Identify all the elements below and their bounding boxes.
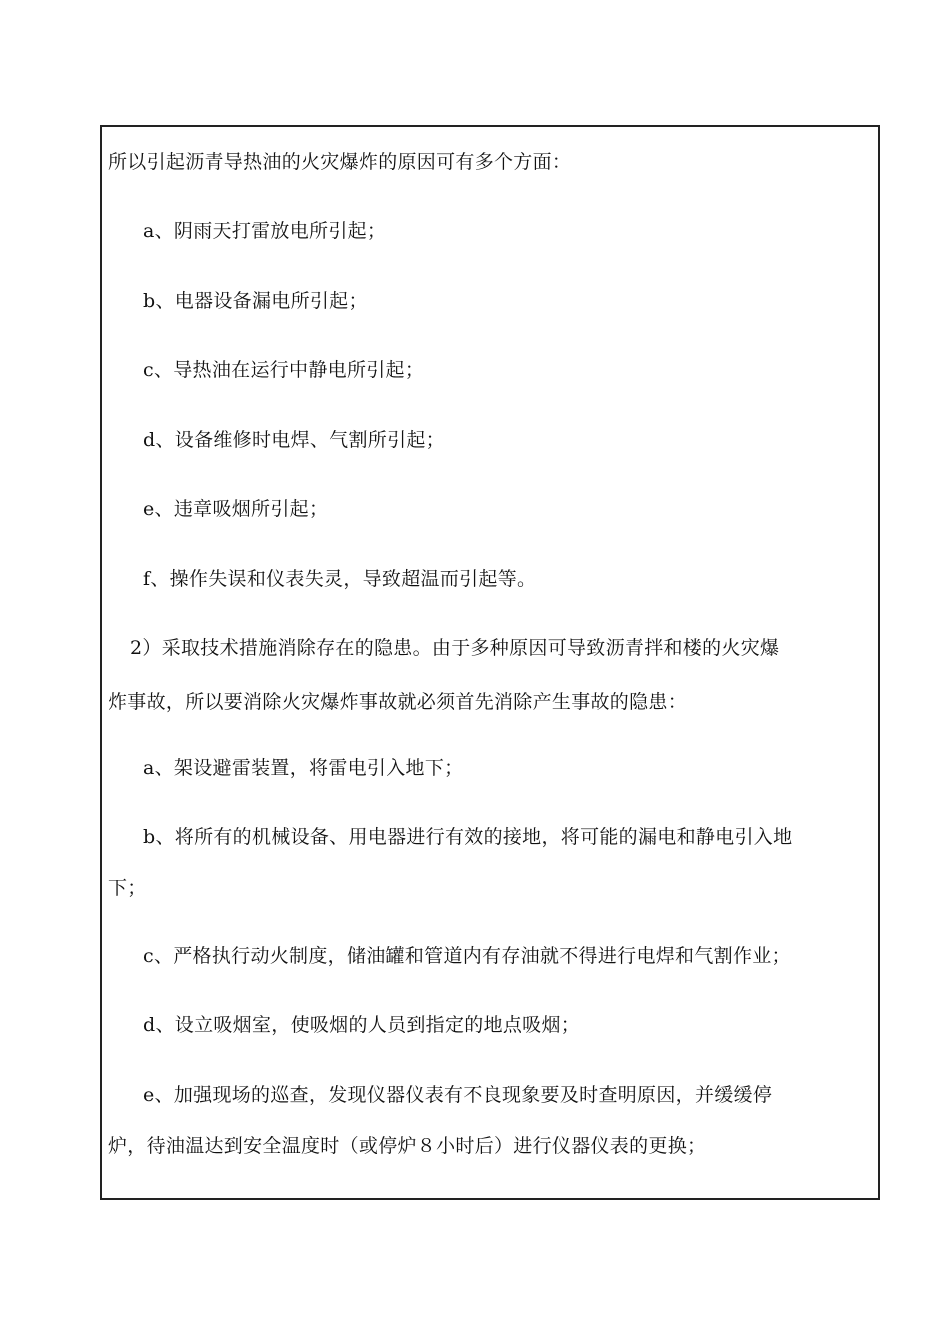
measure-item-e-line-1: e、加强现场的巡查，发现仪器仪表有不良现象要及时查明原因，并缓缓停 bbox=[143, 1084, 773, 1106]
measure-item-d: d、设立吸烟室，使吸烟的人员到指定的地点吸烟； bbox=[143, 1014, 581, 1036]
measure-item-b-line-1: b、将所有的机械设备、用电器进行有效的接地，将可能的漏电和静电引入地 bbox=[143, 826, 793, 848]
section-2-line-1: 2）采取技术措施消除存在的隐患。由于多种原因可导致沥青拌和楼的火灾爆 bbox=[130, 637, 780, 659]
paragraph-intro: 所以引起沥青导热油的火灾爆炸的原因可有多个方面： bbox=[108, 151, 572, 173]
measure-item-b-line-2: 下； bbox=[108, 877, 147, 899]
cause-item-d: d、设备维修时电焊、气割所引起； bbox=[143, 429, 445, 451]
section-2-line-2: 炸事故，所以要消除火灾爆炸事故就必须首先消除产生事故的隐患： bbox=[108, 691, 688, 713]
measure-item-a: a、架设避雷装置，将雷电引入地下； bbox=[143, 757, 464, 779]
cause-item-e: e、违章吸烟所引起； bbox=[143, 498, 329, 520]
cause-item-f: f、操作失误和仪表失灵，导致超温而引起等。 bbox=[143, 568, 537, 590]
measure-item-e-line-2: 炉，待油温达到安全温度时（或停炉８小时后）进行仪器仪表的更换； bbox=[108, 1135, 707, 1157]
cause-item-a: a、阴雨天打雷放电所引起； bbox=[143, 220, 387, 242]
content-frame bbox=[100, 125, 880, 1200]
cause-item-c: c、导热油在运行中静电所引起； bbox=[143, 359, 425, 381]
cause-item-b: b、电器设备漏电所引起； bbox=[143, 290, 368, 312]
measure-item-c: c、严格执行动火制度，储油罐和管道内有存油就不得进行电焊和气割作业； bbox=[143, 945, 791, 967]
